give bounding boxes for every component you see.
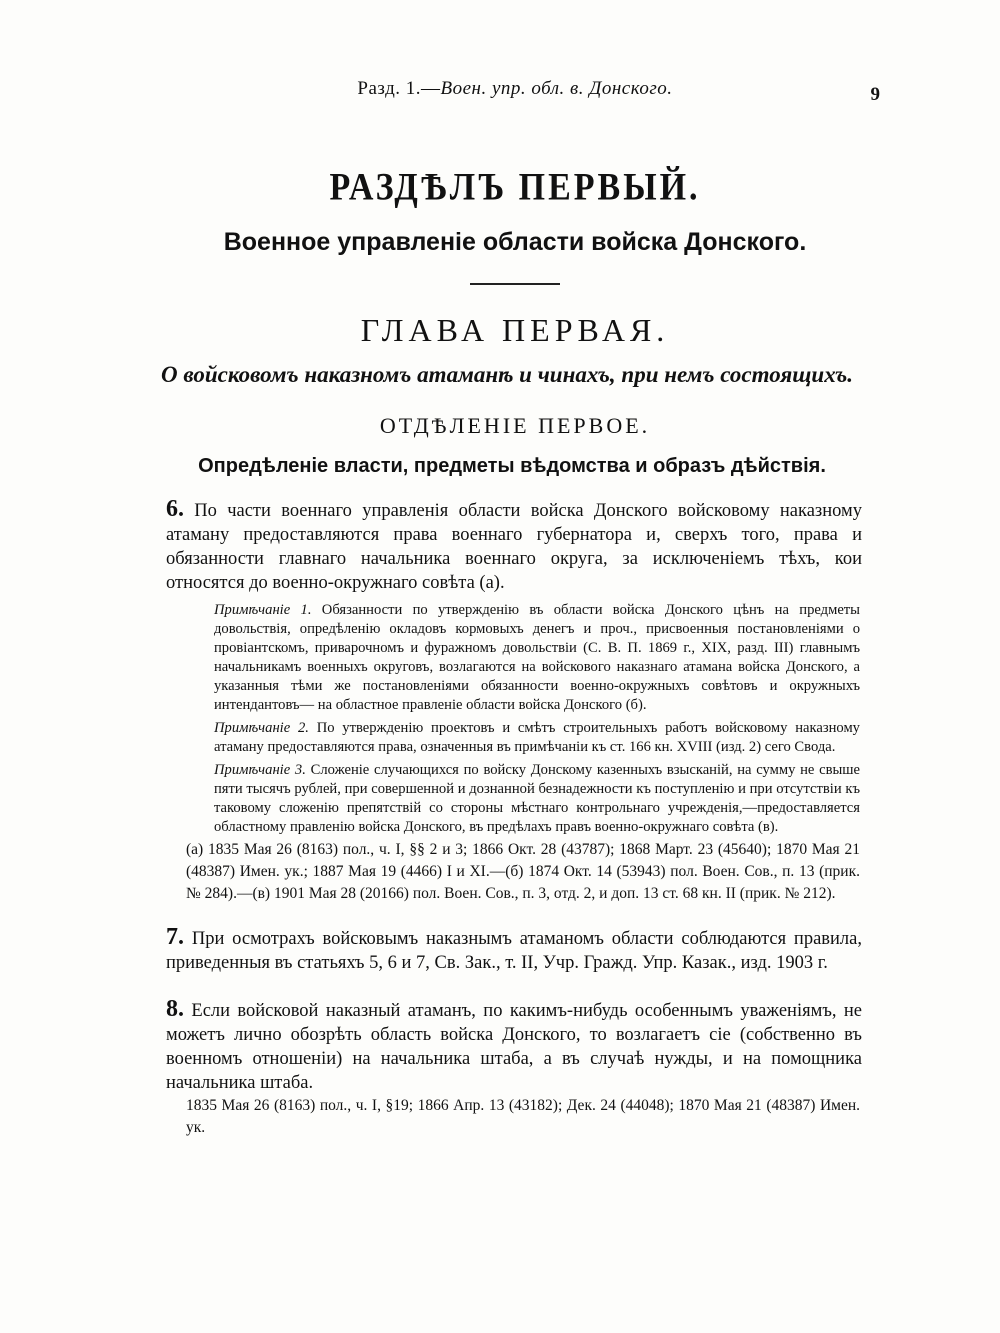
note-text: Обязанности по утвержденію въ области войска Донского цѣнъ на предметы довольствія, опредѣленію окладовъ кормовыхъ денегъ и проч., присвоенныя постановленіями о провіантскомъ, приварочномъ и фуражномъ довольствіи (С. В. П. 1869 г., XIX, разд. III) главнымъ начальникамъ военныхъ округовъ, возлагаются на войскового наказнаго атамана войска Донского, а указанныя тѣми же постановленіями обязанности военно-окружныхъ совѣтовъ и окружныхъ интендантовъ— на областное правленіе области войска Донского (б). <box>214 602 860 713</box>
note-2 <box>214 719 860 757</box>
article-text: При осмотрахъ войсковымъ наказнымъ атаманомъ области соблюдаются правила, приведенныя въ статьяхъ 5, 6 и 7, Св. Зак., т. II, Учр. Гражд. Упр. Казак., изд. 1903 г. <box>166 929 863 973</box>
article-number: 7. <box>166 924 184 950</box>
page-content <box>161 78 880 1155</box>
part-title: РАЗДѢЛЪ ПЕРВЫЙ. <box>329 166 701 209</box>
running-head <box>170 78 880 108</box>
source-citations: (а) 1835 Мая 26 (8163) пол., ч. I, §§ 2 и 3; 1866 Окт. 28 (43787); 1868 Март. 23 (45640); 1870 Мая 21 (48387) Имен. ук.; 1887 Мая 19 (4466) I и XI.—(б) 1874 Окт. 14 (53943) пол. Воен. Сов., п. 13 (прик. № 284).—(в) 1901 Мая 28 (20166) пол. Воен. Сов., п. 3, отд. 2, и доп. 13 ст. 68 кн. II (прик. № 212). <box>186 841 860 902</box>
note-1 <box>214 601 860 715</box>
article-text: По части военнаго управленія области войска Донского войсковому наказному атаману предоставляются права военнаго губернатора и, сверхъ того, права и обязанности главнаго начальника военнаго округа, за исключеніемъ тѣхъ, кои относятся до военно-окружнаго совѣта (а). <box>166 501 862 593</box>
page-number: 9 <box>870 84 880 105</box>
running-head-text <box>357 78 672 99</box>
chapter-title: ГЛАВА ПЕРВАЯ. <box>360 312 670 348</box>
article-number: 6. <box>166 496 184 522</box>
chapter-subtitle: О войсковомъ наказномъ атаманѣ и чинахъ, при немъ состоящихъ. <box>161 362 853 387</box>
running-head-italic: Воен. упр. обл. в. Донского. <box>440 78 673 99</box>
section-title: ОТДѢЛЕНІЕ ПЕРВОЕ. <box>379 413 651 438</box>
article-8 <box>166 997 862 1095</box>
note-label: Примѣчаніе 3. <box>214 762 306 778</box>
article-6 <box>166 497 862 595</box>
note-label: Примѣчаніе 2. <box>214 720 309 736</box>
note-text: Сложеніе случающихся по войску Донскому казенныхъ взысканій, на сумму не свыше пяти тысячъ рублей, при совершенной и дознанной безнадежности къ поступленію и при отсутствіи къ таковому сложенію препятствій со стороны мѣстнаго контрольнаго учрежденія,—предоставляется областному правленію войска Донского, въ предѣлахъ правъ военно-окружнаго совѣта (в). <box>214 762 861 835</box>
section-subtitle: Опредѣленіе власти, предметы вѣдомства и образъ дѣйствія. <box>198 455 826 477</box>
article-text: Если войсковой наказный атаманъ, по какимъ-нибудь особеннымъ уваженіямъ, не можетъ лично обозрѣть область войска Донского, то возлагаетъ сіе (собственно въ военномъ отношеніи) на начальника штаба, а въ случаѣ нужды, и на помощника начальника штаба. <box>166 1001 863 1093</box>
article-number: 8. <box>166 996 184 1022</box>
note-label: Примѣчаніе 1. <box>214 602 312 618</box>
note-3 <box>214 761 860 837</box>
divider-rule <box>470 283 560 285</box>
part-subtitle: Военное управленіе области войска Донского. <box>223 228 807 256</box>
running-head-prefix: Разд. 1.— <box>357 78 441 99</box>
source-citations: 1835 Мая 26 (8163) пол., ч. I, §19; 1866 Апр. 13 (43182); Дек. 24 (44048); 1870 Мая 21 (48387) Имен. ук. <box>186 1097 860 1136</box>
article-7 <box>166 925 862 975</box>
note-text: По утвержденію проектовъ и смѣтъ строительныхъ работъ войсковому наказному атаману предоставляются права, означенныя въ примѣчаніи къ ст. 166 кн. XVIII (изд. 2) сего Свода. <box>214 720 860 755</box>
